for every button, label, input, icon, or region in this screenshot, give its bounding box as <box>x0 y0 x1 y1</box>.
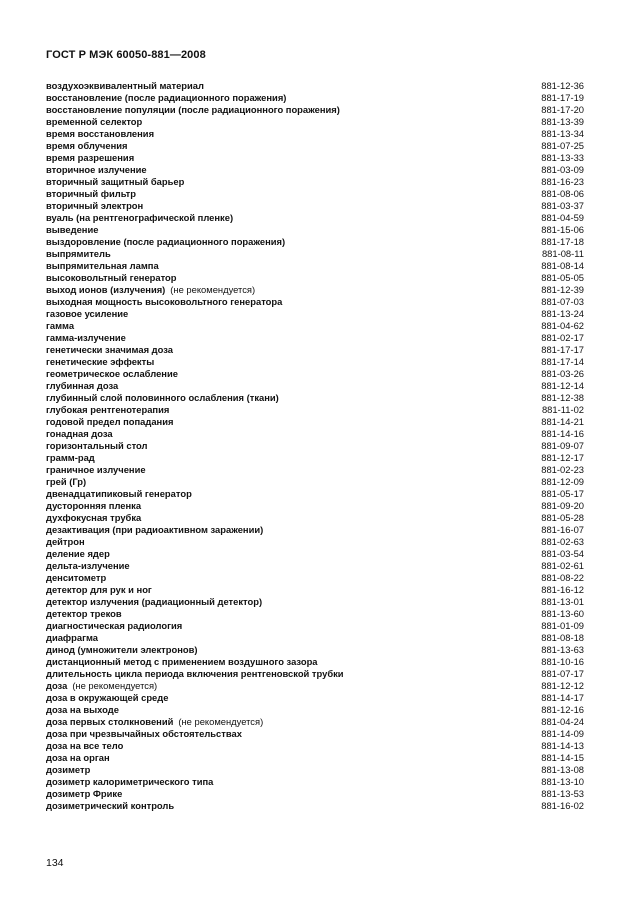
index-term-code: 881-14-15 <box>541 752 584 763</box>
index-entry <box>46 536 584 548</box>
index-term-code: 881-07-17 <box>541 668 584 679</box>
index-entry <box>46 116 584 128</box>
index-entry-text <box>46 296 282 308</box>
index-entry-text <box>46 716 263 728</box>
index-entry <box>46 296 584 308</box>
index-term: газовое усиление <box>46 308 129 319</box>
index-entry-text <box>46 476 86 488</box>
index-term: восстановление популяции (после радиационного поражения) <box>46 104 340 115</box>
index-term: горизонтальный стол <box>46 440 148 451</box>
index-entry <box>46 800 584 812</box>
index-entry-text <box>46 356 154 368</box>
index-term: вторичный фильтр <box>46 188 136 199</box>
index-entry <box>46 200 584 212</box>
index-term: выпрямитель <box>46 248 111 259</box>
index-entry-text <box>46 368 178 380</box>
index-term: генетические эффекты <box>46 356 155 367</box>
index-term-code: 881-01-09 <box>541 620 584 631</box>
index-entry-text <box>46 620 182 632</box>
index-term: глубокая рентгенотерапия <box>46 404 170 415</box>
index-entry <box>46 692 584 704</box>
index-entry-text <box>46 584 152 596</box>
index-term-code: 881-07-03 <box>541 296 584 307</box>
index-entry-text <box>46 524 263 536</box>
index-entry <box>46 260 584 272</box>
index-entry <box>46 764 584 776</box>
index-entry-text <box>46 692 168 704</box>
index-entry <box>46 92 584 104</box>
index-entry <box>46 788 584 800</box>
index-term-code: 881-03-37 <box>541 200 584 211</box>
index-entry-text <box>46 644 198 656</box>
index-entry <box>46 392 584 404</box>
index-term: дистанционный метод с применением воздушного зазора <box>46 656 318 667</box>
index-term: время восстановления <box>46 128 155 139</box>
index-term: грамм-рад <box>46 452 95 463</box>
index-entry <box>46 572 584 584</box>
index-entry <box>46 284 584 296</box>
index-term: дусторонняя пленка <box>46 500 142 511</box>
index-term-code: 881-07-25 <box>541 140 584 151</box>
index-entry <box>46 644 584 656</box>
index-entry-text <box>46 320 74 332</box>
index-entry <box>46 740 584 752</box>
index-term: доза в окружающей среде <box>46 692 169 703</box>
index-entry-text <box>46 236 285 248</box>
index-term: дозиметр Фрике <box>46 788 123 799</box>
index-term-code: 881-08-14 <box>541 260 584 271</box>
index-term: доза первых столкновений <box>46 716 174 727</box>
index-term: выпрямительная лампа <box>46 260 159 271</box>
index-term-code: 881-12-12 <box>541 680 584 691</box>
index-term: длительность цикла периода включения рентгеновской трубки <box>46 668 344 679</box>
index-entry-text <box>46 224 98 236</box>
index-term-code: 881-13-60 <box>541 608 584 619</box>
index-entry-text <box>46 656 318 668</box>
index-entry-text <box>46 116 142 128</box>
index-term-code: 881-04-24 <box>541 716 584 727</box>
index-term-code: 881-08-06 <box>541 188 584 199</box>
index-term-code: 881-13-08 <box>541 764 584 775</box>
index-term-code: 881-14-21 <box>541 416 584 427</box>
index-term-code: 881-15-06 <box>541 224 584 235</box>
index-entry-text <box>46 260 159 272</box>
index-term-code: 881-12-16 <box>541 704 584 715</box>
index-term-code: 881-05-17 <box>541 488 584 499</box>
index-entry <box>46 344 584 356</box>
index-entry-text <box>46 128 154 140</box>
index-entry-text <box>46 440 148 452</box>
index-entry-text <box>46 800 174 812</box>
index-term: вторичный электрон <box>46 200 144 211</box>
index-entry <box>46 236 584 248</box>
index-term-code: 881-11-02 <box>541 404 584 415</box>
index-term-code: 881-12-39 <box>541 284 584 295</box>
index-term-code: 881-03-09 <box>541 164 584 175</box>
index-term: геометрическое ослабление <box>46 368 178 379</box>
index-entry <box>46 584 584 596</box>
index-term-code: 881-10-16 <box>541 656 584 667</box>
index-entry-text <box>46 308 128 320</box>
index-entry-text <box>46 752 110 764</box>
index-term: воздухоэквивалентный материал <box>46 80 204 91</box>
index-entry <box>46 152 584 164</box>
index-entry-text <box>46 188 136 200</box>
index-term: выходная мощность высоковольтного генератора <box>46 296 283 307</box>
index-term: дозиметр <box>46 764 91 775</box>
index-term: дозиметр калориметрического типа <box>46 776 214 787</box>
index-entry-text <box>46 176 184 188</box>
index-entry-text <box>46 632 98 644</box>
index-entry <box>46 548 584 560</box>
index-term-code: 881-08-11 <box>541 248 584 259</box>
index-term: выведение <box>46 224 99 235</box>
index-entry <box>46 776 584 788</box>
index-term-note: (не рекомендуется) <box>170 284 256 295</box>
index-entry-text <box>46 704 119 716</box>
index-entry <box>46 188 584 200</box>
index-term-code: 881-02-63 <box>541 536 584 547</box>
index-entry-text <box>46 728 242 740</box>
index-term: доза на выходе <box>46 704 119 715</box>
index-term-code: 881-04-59 <box>541 212 584 223</box>
index-term-code: 881-08-22 <box>541 572 584 583</box>
index-term-code: 881-16-12 <box>541 584 584 595</box>
index-entry-text <box>46 572 106 584</box>
index-term: деление ядер <box>46 548 110 559</box>
index-entry-text <box>46 560 130 572</box>
index-term-code: 881-03-26 <box>541 368 584 379</box>
index-entry <box>46 440 584 452</box>
index-term: генетически значимая доза <box>46 344 173 355</box>
index-term-code: 881-04-62 <box>541 320 584 331</box>
index-term-code: 881-13-33 <box>541 152 584 163</box>
index-term-code: 881-16-02 <box>541 800 584 811</box>
index-term: диагностическая радиология <box>46 620 183 631</box>
index-entry-text <box>46 80 204 92</box>
index-term-code: 881-12-38 <box>541 392 584 403</box>
index-entry <box>46 608 584 620</box>
index-term-code: 881-05-28 <box>541 512 584 523</box>
index-term: гамма <box>46 320 75 331</box>
index-term-note: (не рекомендуется) <box>72 680 158 691</box>
index-term: глубинный слой половинного ослабления (ткани) <box>46 392 279 403</box>
index-term: восстановление (после радиационного поражения) <box>46 92 287 103</box>
index-term-code: 881-09-20 <box>541 500 584 511</box>
index-entry <box>46 668 584 680</box>
index-entry-text <box>46 596 262 608</box>
index-term: высоковольтный генератор <box>46 272 177 283</box>
index-entry <box>46 488 584 500</box>
index-term-code: 881-12-09 <box>541 476 584 487</box>
index-entry <box>46 716 584 728</box>
index-term-code: 881-03-54 <box>541 548 584 559</box>
index-term-code: 881-16-07 <box>541 524 584 535</box>
index-term: годовой предел попадания <box>46 416 174 427</box>
index-term: время облучения <box>46 140 128 151</box>
index-entry <box>46 452 584 464</box>
index-entry <box>46 728 584 740</box>
index-term: дейтрон <box>46 536 85 547</box>
index-term: глубинная доза <box>46 380 119 391</box>
index-term: выздоровление (после радиационного поражения) <box>46 236 286 247</box>
index-term: доза на все тело <box>46 740 124 751</box>
index-entry <box>46 320 584 332</box>
index-term: гамма-излучение <box>46 332 126 343</box>
index-entry-text <box>46 776 213 788</box>
index-entry-text <box>46 248 111 260</box>
index-entry <box>46 380 584 392</box>
index-entry-text <box>46 740 123 752</box>
index-entry-text <box>46 464 146 476</box>
index-term-code: 881-14-16 <box>541 428 584 439</box>
index-entry-text <box>46 272 177 284</box>
index-term: время разрешения <box>46 152 135 163</box>
index-entry-text <box>46 764 90 776</box>
index-entry-text <box>46 380 118 392</box>
index-entry <box>46 620 584 632</box>
index-term: вторичное излучение <box>46 164 147 175</box>
index-entry <box>46 272 584 284</box>
index-term-code: 881-12-14 <box>541 380 584 391</box>
index-entry <box>46 656 584 668</box>
index-term-code: 881-13-01 <box>541 596 584 607</box>
index-entry <box>46 428 584 440</box>
index-entry <box>46 104 584 116</box>
index-entry <box>46 632 584 644</box>
index-term-note: (не рекомендуется) <box>178 716 264 727</box>
index-entry-text <box>46 668 344 680</box>
index-entry <box>46 524 584 536</box>
index-term-code: 881-14-17 <box>541 692 584 703</box>
index-term-code: 881-17-18 <box>541 236 584 247</box>
index-term-code: 881-13-10 <box>541 776 584 787</box>
index-term-code: 881-12-17 <box>541 452 584 463</box>
index-entry <box>46 140 584 152</box>
index-term-code: 881-08-18 <box>541 632 584 643</box>
index-term: диафрагма <box>46 632 99 643</box>
index-term: детектор излучения (радиационный детектор) <box>46 596 263 607</box>
index-entry <box>46 80 584 92</box>
index-entry <box>46 464 584 476</box>
index-term: временной селектор <box>46 116 143 127</box>
document-header: ГОСТ Р МЭК 60050-881—2008 <box>46 49 206 61</box>
index-entry-text <box>46 608 122 620</box>
index-entry-text <box>46 104 340 116</box>
index-entry-text <box>46 512 141 524</box>
index-entry-text <box>46 200 143 212</box>
index-term: доза при чрезвычайных обстоятельствах <box>46 728 242 739</box>
index-term-code: 881-13-39 <box>541 116 584 127</box>
index-entry-text <box>46 488 192 500</box>
index-entry <box>46 752 584 764</box>
index-entry <box>46 212 584 224</box>
index-entry <box>46 404 584 416</box>
index-term: динод (умножители электронов) <box>46 644 198 655</box>
index-term-code: 881-13-53 <box>541 788 584 799</box>
index-entry-text <box>46 788 122 800</box>
index-term-code: 881-13-24 <box>541 308 584 319</box>
index-term-code: 881-02-61 <box>541 560 584 571</box>
index-entry-text <box>46 452 95 464</box>
index-entry <box>46 176 584 188</box>
index-entry-text <box>46 416 173 428</box>
index-entry <box>46 512 584 524</box>
index-term: выход ионов (излучения) <box>46 284 166 295</box>
index-entry-text <box>46 404 169 416</box>
index-entry-text <box>46 548 110 560</box>
index-entry <box>46 128 584 140</box>
index-term-code: 881-17-17 <box>541 344 584 355</box>
index-term: вуаль (на рентгенографической пленке) <box>46 212 234 223</box>
index-term-code: 881-17-19 <box>541 92 584 103</box>
index-term-code: 881-12-36 <box>541 80 584 91</box>
index-term-code: 881-17-20 <box>541 104 584 115</box>
index-entry <box>46 596 584 608</box>
index-entry-text <box>46 152 134 164</box>
index-entry-text <box>46 392 279 404</box>
index-term: дезактивация (при радиоактивном заражении) <box>46 524 264 535</box>
index-term-code: 881-05-05 <box>541 272 584 283</box>
index-term: вторичный защитный барьер <box>46 176 185 187</box>
index-entry <box>46 704 584 716</box>
index-entry <box>46 164 584 176</box>
index-entry-text <box>46 536 85 548</box>
index-entry <box>46 368 584 380</box>
index-term-code: 881-14-13 <box>541 740 584 751</box>
index-entry-text <box>46 284 255 296</box>
index-term-code: 881-16-23 <box>541 176 584 187</box>
index-term: духфокусная трубка <box>46 512 142 523</box>
index-term: детектор треков <box>46 608 122 619</box>
page-number: 134 <box>46 857 64 869</box>
index-entry <box>46 476 584 488</box>
index-term: доза на орган <box>46 752 110 763</box>
term-index-list <box>46 80 584 812</box>
index-term-code: 881-17-14 <box>541 356 584 367</box>
index-term: двенадцатипиковый генератор <box>46 488 192 499</box>
index-entry <box>46 248 584 260</box>
index-entry-text <box>46 92 286 104</box>
index-term: граничное излучение <box>46 464 146 475</box>
index-term: грей (Гр) <box>46 476 87 487</box>
index-entry-text <box>46 428 113 440</box>
index-entry <box>46 224 584 236</box>
index-entry <box>46 416 584 428</box>
index-entry <box>46 332 584 344</box>
index-entry-text <box>46 344 173 356</box>
index-term-code: 881-09-07 <box>541 440 584 451</box>
index-entry-text <box>46 140 127 152</box>
index-term: дельта-излучение <box>46 560 130 571</box>
index-entry-text <box>46 332 126 344</box>
index-entry-text <box>46 164 147 176</box>
index-term: детектор для рук и ног <box>46 584 152 595</box>
index-term-code: 881-13-63 <box>541 644 584 655</box>
index-term-code: 881-02-23 <box>541 464 584 475</box>
index-term: доза <box>46 680 68 691</box>
index-entry-text <box>46 500 141 512</box>
index-term: денситометр <box>46 572 107 583</box>
index-entry-text <box>46 680 157 692</box>
index-term-code: 881-13-34 <box>541 128 584 139</box>
index-entry <box>46 680 584 692</box>
index-term-code: 881-02-17 <box>541 332 584 343</box>
index-entry <box>46 308 584 320</box>
index-term: гонадная доза <box>46 428 113 439</box>
index-entry <box>46 356 584 368</box>
index-entry <box>46 500 584 512</box>
index-entry-text <box>46 212 233 224</box>
index-entry <box>46 560 584 572</box>
index-term-code: 881-14-09 <box>541 728 584 739</box>
index-term: дозиметрический контроль <box>46 800 175 811</box>
